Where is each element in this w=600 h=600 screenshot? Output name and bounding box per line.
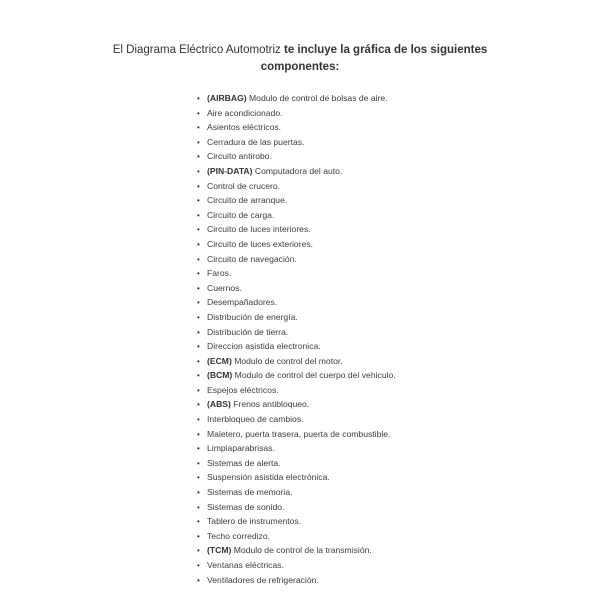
intro-heading <box>0 42 600 76</box>
bullet-icon: • <box>197 531 200 541</box>
bullet-icon: • <box>197 342 200 352</box>
bullet-icon: • <box>197 385 200 395</box>
item-text: Desempañadores. <box>207 297 278 308</box>
list-item <box>197 91 396 106</box>
list-item <box>197 383 396 398</box>
bullet-icon: • <box>197 298 200 308</box>
item-text: Ventanas eléctricas. <box>207 560 284 570</box>
list-item <box>197 149 396 164</box>
bullet-icon: • <box>197 196 200 206</box>
item-code: (ABS) <box>207 399 231 410</box>
item-text: Sistemas de sonido. <box>207 501 285 512</box>
item-text: Frenos antibloqueo. <box>230 399 310 410</box>
item-text: Cerradura de las puertas. <box>207 136 305 147</box>
bullet-icon: • <box>197 94 200 103</box>
bullet-icon: • <box>197 517 200 527</box>
item-text: Control de crucero. <box>207 180 281 191</box>
item-text: Espejos eléctricos. <box>207 384 279 395</box>
bullet-icon: • <box>197 400 200 410</box>
item-text: Aire acondicionado. <box>207 107 283 118</box>
item-text: Circuito de carga. <box>207 209 275 220</box>
list-item <box>197 208 396 223</box>
list-item <box>197 412 396 427</box>
list-item <box>197 456 396 471</box>
item-text: Circuito de luces interiores. <box>207 224 311 235</box>
bullet-icon: • <box>197 458 200 468</box>
bullet-icon: • <box>197 312 200 322</box>
bullet-icon: • <box>197 239 200 249</box>
list-item <box>197 573 396 588</box>
item-text: Ventiladores de refrigeración. <box>207 574 319 585</box>
bullet-icon: • <box>197 473 200 483</box>
item-text: Techo corredizo. <box>207 530 271 541</box>
list-item <box>197 470 396 485</box>
item-text: Interbloqueo de cambios. <box>207 414 304 425</box>
item-code: (ECM) <box>207 355 232 366</box>
list-item <box>197 514 396 529</box>
heading-normal-text: El Diagrama Eléctrico Automotriz <box>112 44 285 56</box>
bullet-icon: • <box>197 502 200 512</box>
bullet-icon: • <box>197 561 200 570</box>
bullet-icon: • <box>197 546 200 556</box>
item-text: Faros. <box>207 268 232 279</box>
list-item <box>197 252 396 267</box>
item-text: Distribución de tierra. <box>207 326 289 337</box>
bullet-icon: • <box>197 327 200 337</box>
list-item <box>197 529 396 544</box>
bullet-icon: • <box>197 269 200 279</box>
item-text: Modulo de control del cuerpo del vehiculo. <box>232 370 396 381</box>
item-text: Sistemas de memoria. <box>207 487 293 498</box>
bullet-icon: • <box>197 210 200 220</box>
bullet-icon: • <box>197 225 200 235</box>
heading-line-2: componentes: <box>260 61 340 73</box>
heading-line-1 <box>0 42 600 59</box>
item-text: Circuito de luces exteriores. <box>207 238 314 249</box>
list-item <box>197 325 396 340</box>
list-item <box>197 427 396 442</box>
bullet-icon: • <box>197 181 200 191</box>
list-item <box>197 179 396 194</box>
bullet-icon: • <box>197 356 200 366</box>
list-item <box>197 558 396 573</box>
item-text: Modulo de control del motor. <box>231 355 343 366</box>
bullet-icon: • <box>197 166 200 176</box>
component-list <box>197 91 396 587</box>
list-item <box>197 295 396 310</box>
list-item <box>197 237 396 252</box>
item-text: Direccion asistida electronica. <box>207 341 321 352</box>
item-text: Circuito de navegación. <box>207 253 297 264</box>
list-item <box>197 543 396 558</box>
bullet-icon: • <box>197 152 200 162</box>
bullet-icon: • <box>197 123 200 133</box>
list-item <box>197 193 396 208</box>
bullet-icon: • <box>197 415 200 425</box>
item-text: Limpiaparabrisas. <box>207 443 275 454</box>
item-text: Tablero de instrumentos. <box>207 516 302 527</box>
list-item <box>197 281 396 296</box>
item-text: Suspensión asistida electrónica. <box>207 472 330 483</box>
list-item <box>197 266 396 281</box>
item-text: Asientos eléctricos. <box>207 122 282 133</box>
list-item <box>197 397 396 412</box>
item-text: Circuito de arranque. <box>207 195 288 206</box>
list-item <box>197 368 396 383</box>
list-item <box>197 441 396 456</box>
bullet-icon: • <box>197 444 200 454</box>
item-code: (BCM) <box>207 370 233 381</box>
bullet-icon: • <box>197 137 200 147</box>
bullet-icon: • <box>197 283 200 293</box>
item-code: (TCM) <box>207 545 232 556</box>
bullet-icon: • <box>197 488 200 498</box>
list-item <box>197 106 396 121</box>
bullet-icon: • <box>197 371 200 381</box>
item-code: (PIN-DATA) <box>207 165 253 176</box>
item-text: Cuernos. <box>207 282 242 293</box>
list-item <box>197 222 396 237</box>
list-item <box>197 164 396 179</box>
list-item <box>197 354 396 369</box>
bullet-icon: • <box>197 254 200 264</box>
bullet-icon: • <box>197 429 200 439</box>
bullet-icon: • <box>197 108 200 118</box>
list-item <box>197 135 396 150</box>
list-item <box>197 339 396 354</box>
item-text: Computadora del auto. <box>252 165 343 176</box>
item-code: (AIRBAG) <box>207 93 247 103</box>
item-text: Circuito antirobo. <box>207 151 272 162</box>
list-item <box>197 500 396 515</box>
heading-bold-text: te incluye la gráfica de los siguientes <box>284 44 488 56</box>
bullet-icon: • <box>197 575 200 585</box>
item-text: Maletero, puerta trasera, puerta de combustible. <box>207 428 391 439</box>
list-item <box>197 120 396 135</box>
item-text: Sistemas de alerta. <box>207 457 281 468</box>
item-text: Distribución de energía. <box>207 311 298 322</box>
item-text: Modulo de control de bolsas de aire. <box>246 93 388 103</box>
list-item <box>197 485 396 500</box>
item-text: Modulo de control de la transmisión. <box>231 545 372 556</box>
list-item <box>197 310 396 325</box>
